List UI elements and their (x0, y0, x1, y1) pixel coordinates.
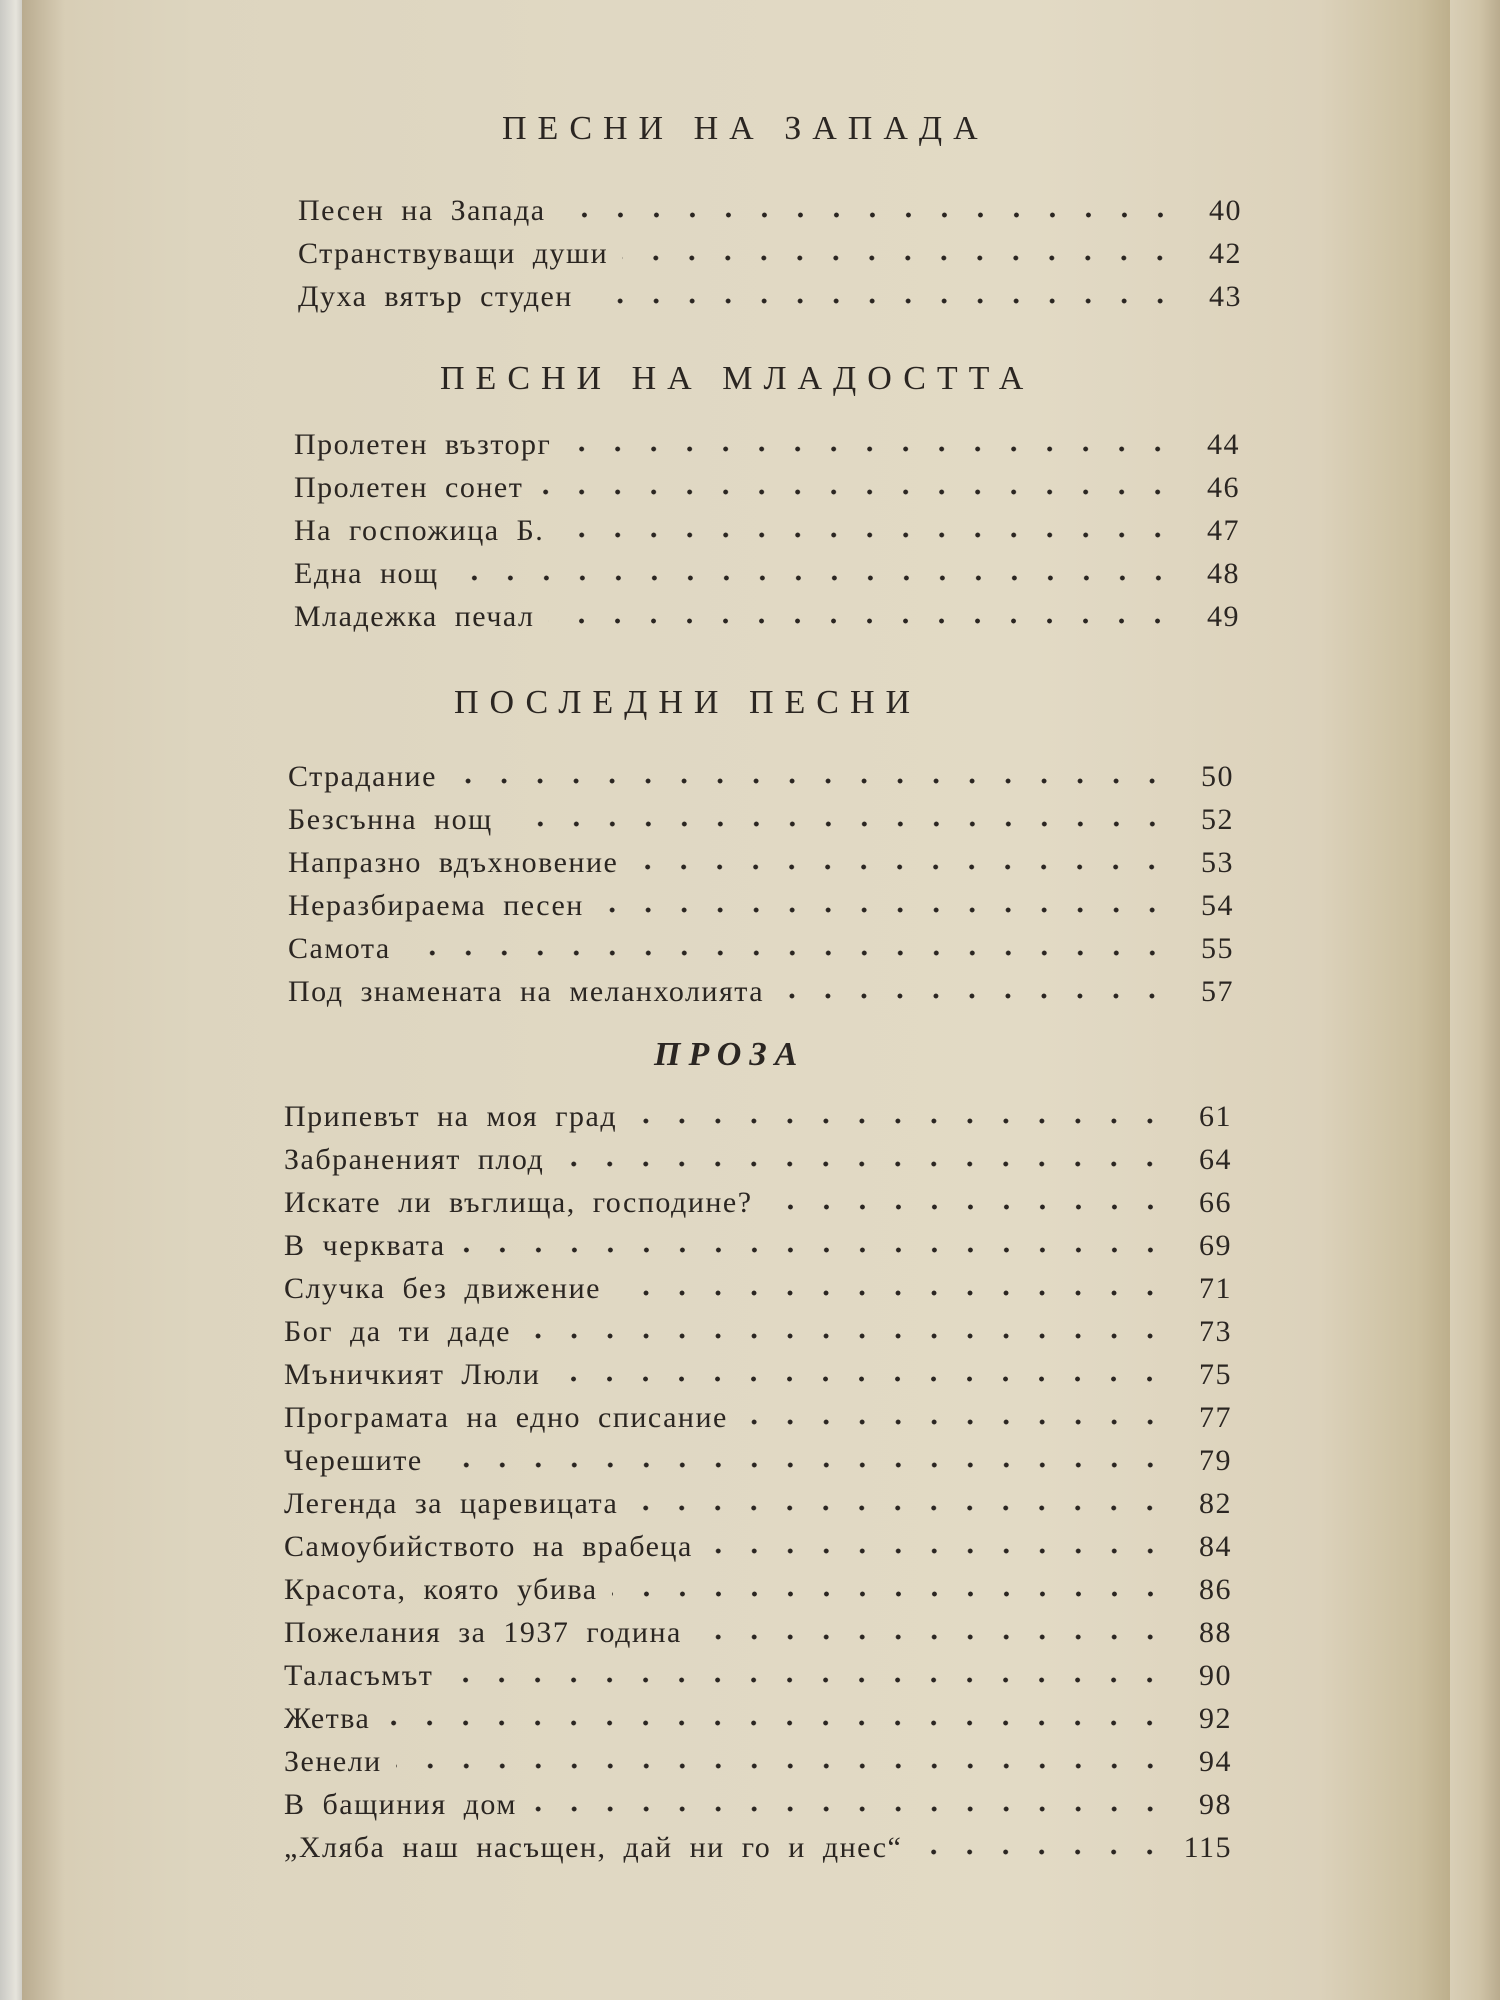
entry-page-number: 50 (1201, 760, 1234, 793)
entry-title: Песен на Запада (298, 194, 546, 227)
entry-page-number: 88 (1199, 1616, 1232, 1649)
toc-entry (284, 1741, 1232, 1781)
page-stack-edge (1450, 0, 1500, 2000)
entry-page-number: 54 (1201, 889, 1234, 922)
entry-title: Страдание (288, 760, 437, 793)
toc-entry (288, 842, 1234, 882)
entry-page-number: 64 (1199, 1143, 1232, 1176)
toc-entry (284, 1612, 1232, 1652)
toc-entry (284, 1225, 1232, 1265)
entry-page-number: 84 (1199, 1530, 1232, 1563)
dot-leader (742, 1397, 1168, 1427)
dot-leader (767, 1182, 1168, 1212)
toc-entry (288, 928, 1234, 968)
entry-page-number: 90 (1199, 1659, 1232, 1692)
entry-page-number: 53 (1201, 846, 1234, 879)
toc-entry (284, 1311, 1232, 1351)
dot-leader (612, 1569, 1168, 1599)
section-heading-youth-songs: ПЕСНИ НА МЛАДОСТТА (440, 360, 1035, 397)
section-heading-prose: ПРОЗА (654, 1036, 806, 1073)
dot-leader (916, 1827, 1168, 1857)
dot-leader (632, 842, 1170, 872)
toc-entry (284, 1354, 1232, 1394)
dot-leader (707, 1526, 1168, 1556)
toc-entry (284, 1268, 1232, 1308)
dot-leader (560, 190, 1178, 220)
toc-entry (284, 1139, 1232, 1179)
dot-leader (453, 553, 1176, 583)
entry-title: Легенда за царевицата (284, 1487, 619, 1520)
toc-entry (288, 799, 1234, 839)
toc-entry (298, 233, 1242, 273)
toc-entry (284, 1096, 1232, 1136)
entry-page-number: 57 (1201, 975, 1234, 1008)
entry-title: Младежка печал (294, 600, 535, 633)
dot-leader (558, 510, 1176, 540)
book-page (22, 0, 1462, 2000)
entry-title: Странствуващи души (298, 237, 609, 270)
entry-page-number: 61 (1199, 1100, 1232, 1133)
dot-leader (558, 1139, 1168, 1169)
entry-title: Самоубийството на врабеца (284, 1530, 693, 1563)
entry-title: Случка без движение (284, 1272, 601, 1305)
dot-leader (554, 1354, 1168, 1384)
entry-title: „Хляба наш насъщен, дай ни го и днес“ (284, 1831, 903, 1864)
entry-title: Забраненият плод (284, 1143, 545, 1176)
entry-page-number: 47 (1207, 514, 1240, 547)
entry-title: Пролетен сонет (294, 471, 524, 504)
dot-leader (632, 1483, 1168, 1513)
table-of-contents (22, 0, 1462, 2000)
dot-leader (507, 799, 1170, 829)
entry-title: Припевът на моя град (284, 1100, 618, 1133)
entry-title: Пролетен възторг (294, 428, 552, 461)
entry-page-number: 71 (1199, 1272, 1232, 1305)
dot-leader (384, 1698, 1168, 1728)
dot-leader (615, 1268, 1168, 1298)
toc-entry (284, 1440, 1232, 1480)
toc-entry (288, 756, 1234, 796)
entry-title: Програмата на едно списание (284, 1401, 728, 1434)
entry-page-number: 98 (1199, 1788, 1232, 1821)
entry-title: Духа вятър студен (298, 280, 573, 313)
toc-entry (294, 510, 1240, 550)
entry-page-number: 42 (1209, 237, 1242, 270)
entry-page-number: 40 (1209, 194, 1242, 227)
entry-title: Неразбираема песен (288, 889, 584, 922)
entry-title: Безсънна нощ (288, 803, 493, 836)
entry-title: Пожелания за 1937 година (284, 1616, 682, 1649)
section-heading-last-songs: ПОСЛЕДНИ ПЕСНИ (454, 684, 922, 721)
toc-entry (298, 190, 1242, 230)
entry-title: Една нощ (294, 557, 439, 590)
entry-page-number: 82 (1199, 1487, 1232, 1520)
entry-page-number: 52 (1201, 803, 1234, 836)
entry-title: Таласъмът (284, 1659, 434, 1692)
entry-title: Искате ли въглища, господине? (284, 1186, 753, 1219)
toc-entry (284, 1483, 1232, 1523)
dot-leader (531, 1784, 1168, 1814)
entry-page-number: 92 (1199, 1702, 1232, 1735)
entry-page-number: 46 (1207, 471, 1240, 504)
toc-entry (284, 1569, 1232, 1609)
entry-page-number: 94 (1199, 1745, 1232, 1778)
entry-page-number: 66 (1199, 1186, 1232, 1219)
toc-entry (288, 971, 1234, 1011)
toc-entry (284, 1526, 1232, 1566)
toc-entry (284, 1397, 1232, 1437)
entry-title: Черешите (284, 1444, 423, 1477)
entry-title: Самота (288, 932, 391, 965)
section-heading-west-songs: ПЕСНИ НА ЗАПАДА (502, 110, 989, 147)
dot-leader (565, 424, 1176, 454)
entry-title: Мъничкият Люли (284, 1358, 541, 1391)
entry-page-number: 79 (1199, 1444, 1232, 1477)
dot-leader (405, 928, 1170, 958)
toc-entry (294, 596, 1240, 636)
entry-page-number: 77 (1199, 1401, 1232, 1434)
entry-page-number: 44 (1207, 428, 1240, 461)
toc-entry (284, 1698, 1232, 1738)
entry-title: Зенели (284, 1745, 382, 1778)
dot-leader (778, 971, 1170, 1001)
entry-title: Жетва (284, 1702, 371, 1735)
dot-leader (622, 233, 1178, 263)
dot-leader (598, 885, 1170, 915)
entry-page-number: 49 (1207, 600, 1240, 633)
dot-leader (631, 1096, 1168, 1126)
dot-leader (396, 1741, 1168, 1771)
toc-entry (284, 1182, 1232, 1222)
dot-leader (437, 1440, 1168, 1470)
entry-title: Бог да ти даде (284, 1315, 511, 1348)
dot-leader (460, 1225, 1168, 1255)
dot-leader (548, 596, 1176, 626)
toc-entry (288, 885, 1234, 925)
entry-page-number: 55 (1201, 932, 1234, 965)
entry-page-number: 69 (1199, 1229, 1232, 1262)
entry-page-number: 43 (1209, 280, 1242, 313)
dot-leader (696, 1612, 1168, 1642)
dot-leader (451, 756, 1170, 786)
entry-page-number: 75 (1199, 1358, 1232, 1391)
dot-leader (525, 1311, 1168, 1341)
entry-page-number: 48 (1207, 557, 1240, 590)
entry-title: В бащиния дом (284, 1788, 517, 1821)
toc-entry (284, 1784, 1232, 1824)
toc-entry (284, 1655, 1232, 1695)
entry-title: В черквата (284, 1229, 446, 1262)
toc-entry (294, 553, 1240, 593)
entry-title: На госпожица Б. (294, 514, 545, 547)
toc-entry (294, 467, 1240, 507)
entry-page-number: 73 (1199, 1315, 1232, 1348)
dot-leader (447, 1655, 1168, 1685)
entry-title: Красота, която убива (284, 1573, 598, 1606)
toc-entry (298, 276, 1242, 316)
toc-entry (294, 424, 1240, 464)
entry-title: Под знамената на меланхолията (288, 975, 765, 1008)
entry-title: Напразно вдъхновение (288, 846, 619, 879)
dot-leader (537, 467, 1176, 497)
dot-leader (587, 276, 1178, 306)
toc-entry (284, 1827, 1232, 1867)
entry-page-number: 115 (1183, 1831, 1232, 1864)
entry-page-number: 86 (1199, 1573, 1232, 1606)
